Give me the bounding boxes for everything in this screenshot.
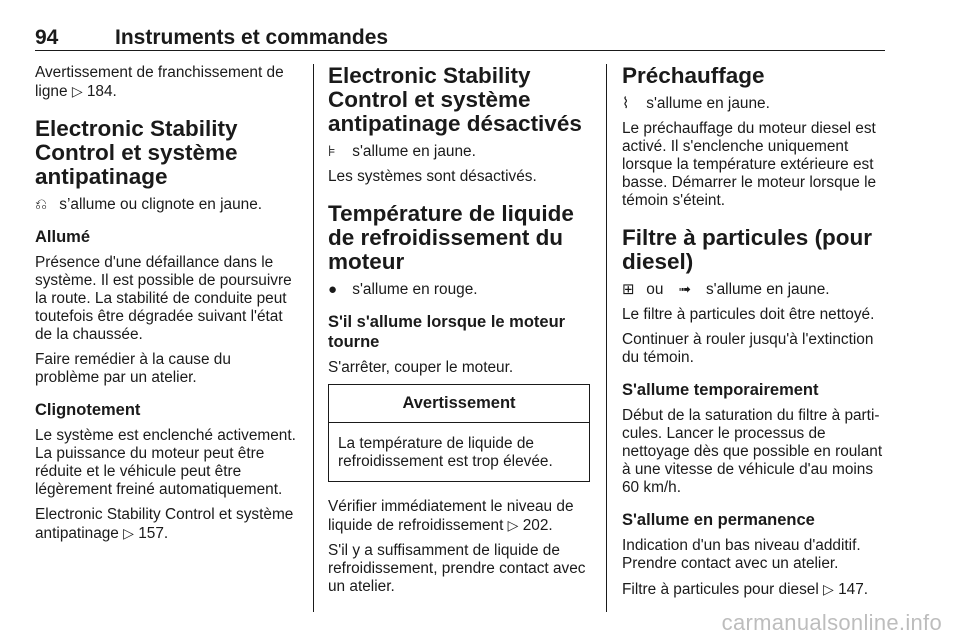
warning-box [328,384,590,482]
section-title-esc: Electronic Stability Control et système antipatinage [35,116,238,189]
esc-icon: ⎌ [35,196,48,213]
paragraph: Le système est enclenché activement. La puissance du moteur peut être réduite et le véhicule peut être légèrement freiné automatiquement. [35,427,296,498]
section-title-filter: Filtre à particules (pour diesel) [622,225,873,274]
paragraph: Début de la saturation du filtre à particules. Lancer le processus de nettoyage dès que possible en roulant à une vitesse de véhicule d'au moins 60 km/h. [622,407,883,496]
column-2 [328,64,590,603]
paragraph-ref: Filtre à particules pour diesel ▷ 147. [622,581,869,598]
column-3 [622,64,886,606]
preheat-indicator-line: ⌇ s'allume en jaune. [622,95,770,112]
paragraph: Les systèmes sont désactivés. [328,168,537,185]
section-title-coolant: Température de liquide de refroidissement du moteur [328,201,574,274]
subsection-title-on: Allumé [35,228,91,246]
page-header [35,26,885,51]
paragraph: Faire remédier à la cause du problème par un atelier. [35,351,231,386]
column-divider [313,64,314,612]
page-ref[interactable]: 184. [86,83,117,100]
column-1 [35,64,297,550]
page-ref-arrow-icon: ▷ [123,525,134,541]
subsection-title-temporary: S'allume temporairement [622,381,819,399]
esc-off-indicator-line: ⊧ s'allume en jaune. [328,143,476,160]
paragraph: Présence d'une défaillance dans le système. Il est possible de poursuivre la route. La stabilité de conduite peut toutefois être dégradée suivant l'état de la chaussée. [35,254,292,343]
page-title: Instruments et commandes [115,26,389,49]
page-ref[interactable]: 157. [138,525,169,542]
intro-paragraph: Avertissement de franchissement de ligne ▷ 184. [35,64,284,100]
paragraph: Le préchauffage du moteur diesel est activé. Il s'enclenche uniquement lorsque la température extérieure est basse. Démarrer le moteur lorsque le témoin s'éteint. [622,120,877,209]
watermark: carmanualsonline.info [721,610,942,635]
paragraph-ref: Vérifier immédiatement le niveau de liquide de refroidissement ▷ 202. [328,498,574,534]
section-title-esc-off: Electronic Stability Control et système antipatinage désactivés [328,63,582,136]
subsection-title-permanent: S'allume en permanence [622,511,815,529]
particle-filter-icon: ⊞ [622,281,635,298]
particle-filter-alt-icon: ➟ [678,281,691,298]
coolant-indicator-line: ● s'allume en rouge. [328,281,478,298]
filter-indicator-line: ⊞ ou ➟ s'allume en jaune. [622,281,830,298]
subsection-title-blink: Clignotement [35,401,141,419]
paragraph-ref: Electronic Stability Control et système antipatinage ▷ 157. [35,506,294,542]
column-divider [606,64,607,612]
paragraph: S'il y a suffisamment de liquide de refroidissement, prendre contact avec un atelier. [328,542,586,595]
paragraph: Le filtre à particules doit être nettoyé. [622,306,875,323]
paragraph: S'arrêter, couper le moteur. [328,359,514,376]
subsection-title-running: S'il s'allume lorsque le moteur tourne [328,313,566,351]
esc-off-icon: ⊧ [328,143,336,160]
coolant-icon: ● [328,281,338,298]
page-ref-arrow-icon: ▷ [71,83,83,99]
section-title-preheat: Préchauffage [622,63,765,88]
page-ref-arrow-icon: ▷ [823,581,834,597]
page-ref-arrow-icon: ▷ [507,517,519,533]
page-ref[interactable]: 147. [838,581,869,598]
page-ref[interactable]: 202. [522,517,553,534]
glow-plug-icon: ⌇ [622,95,630,112]
paragraph: Continuer à rouler jusqu'à l'extinction du témoin. [622,331,874,366]
esc-indicator-line: ⎌ s’allume ou clignote en jaune. [35,196,263,213]
page-number: 94 [35,26,59,49]
warning-title: Avertissement [329,385,589,423]
paragraph: Indication d'un bas niveau d'additif. Prendre contact avec un atelier. [622,537,861,572]
warning-body: La température de liquide de refroidissement est trop élevée. [338,435,553,470]
